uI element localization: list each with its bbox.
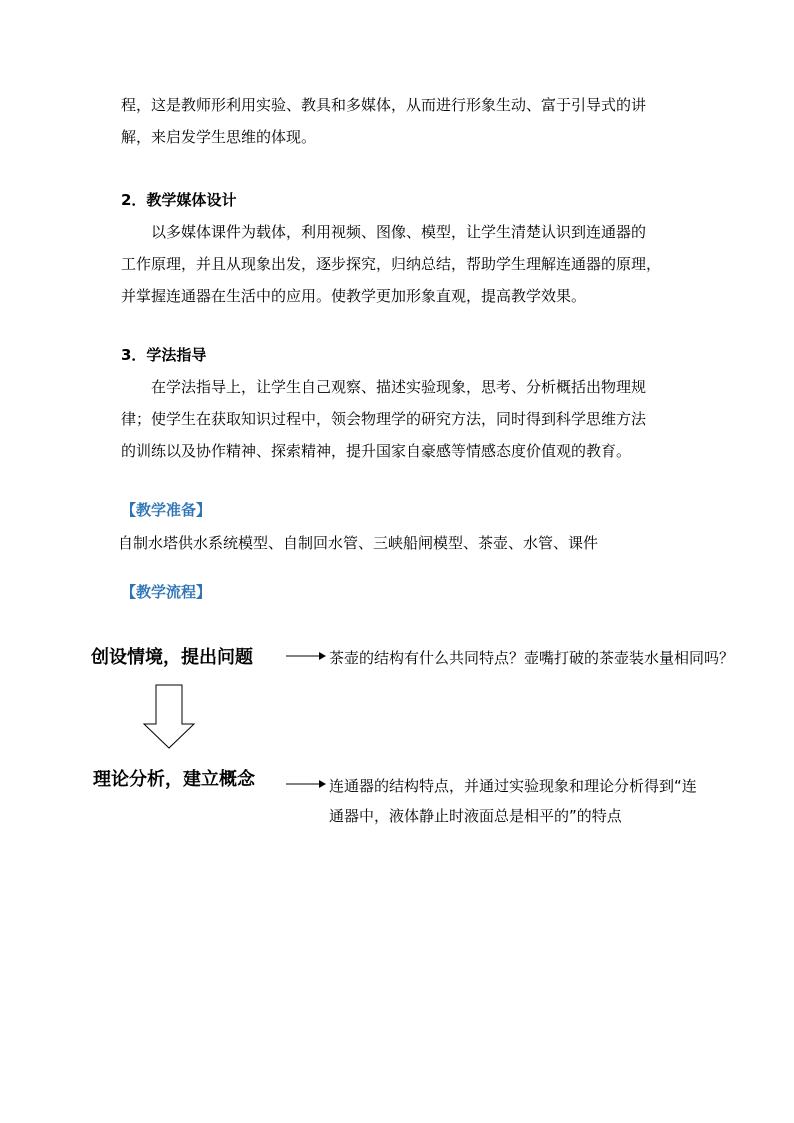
preparation-text: 自制水塔供水系统模型、自制回水管、三峡船闸模型、茶壶、水管、课件 [118,534,599,552]
preparation-heading: 【教学准备】 [121,501,212,519]
flow-step-2-desc-line-2: 通器中，液体静止时液面总是相平的”的特点 [329,807,622,825]
flow-step-1-title: 创设情境，提出问题 [91,647,253,668]
flow-step-2-desc-line-1: 连通器的结构特点，并通过实验现象和理论分析得到“连 [329,777,697,795]
media-heading: 2．教学媒体设计 [121,191,237,209]
method-line-2: 律；使学生在获取知识过程中，领会物理学的研究方法，同时得到科学思维方法 [121,410,647,428]
process-heading: 【教学流程】 [121,583,212,601]
flow-step-1-desc: 茶壶的结构有什么共同特点？壶嘴打破的茶壶装水量相同吗？ [329,649,735,667]
right-arrow-icon [286,650,326,662]
intro-line-1: 程，这是教师形利用实验、教具和多媒体，从而进行形象生动、富于引导式的讲 [121,96,647,114]
down-arrow-icon [142,684,196,750]
flow-step-2-title: 理论分析，建立概念 [93,769,255,790]
media-line-2: 工作原理，并且从现象出发，逐步探究，归纳总结，帮助学生理解连通器的原理， [121,255,662,273]
method-line-3: 的训练以及协作精神、探索精神，提升国家自豪感等情感态度价值观的教育。 [121,442,632,460]
intro-line-2: 解，来启发学生思维的体现。 [121,128,317,146]
right-arrow-icon [286,778,326,790]
method-heading: 3．学法指导 [121,346,207,364]
media-line-3: 并掌握连通器在生活中的应用。使教学更加形象直观，提高教学效果。 [121,287,587,305]
media-line-1: 以多媒体课件为载体，利用视频、图像、模型，让学生清楚认识到连通器的 [151,223,647,241]
method-line-1: 在学法指导上，让学生自己观察、描述实验现象，思考、分析概括出物理规 [151,378,647,396]
